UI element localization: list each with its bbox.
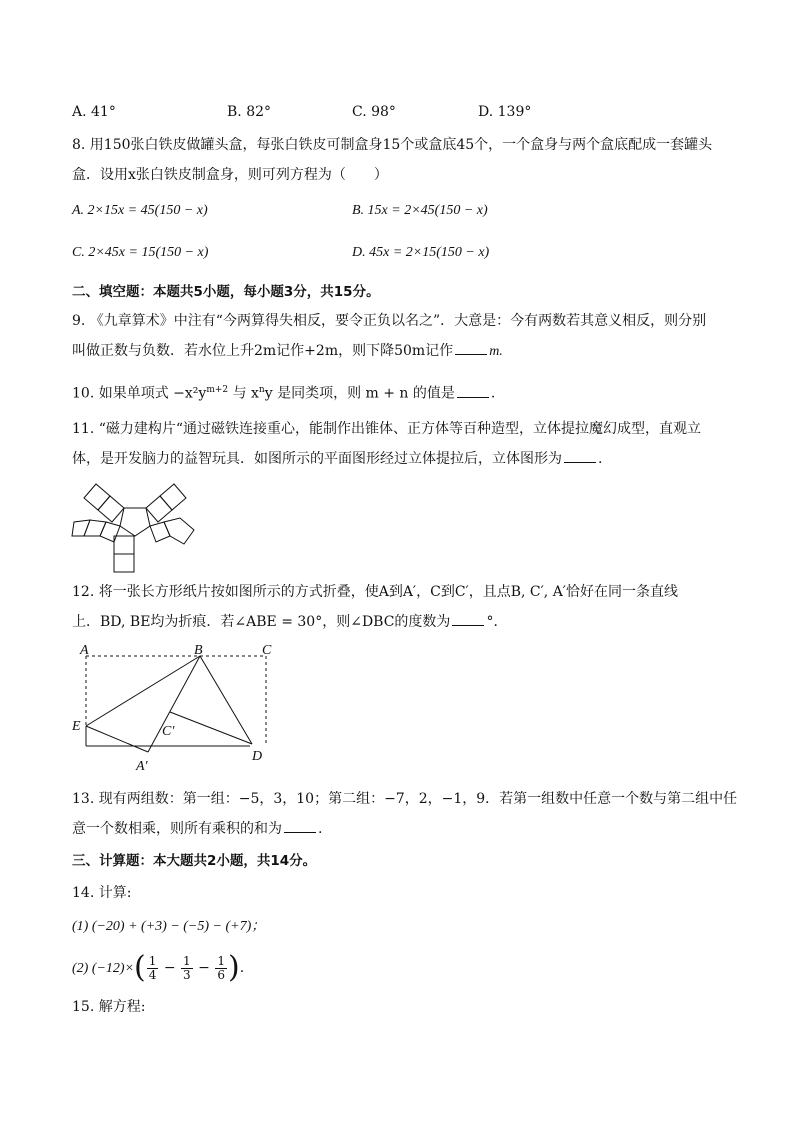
- label-c-prime: C′: [162, 724, 175, 739]
- left-lower-square-3: [72, 520, 90, 536]
- left-arm-square-1: [98, 496, 124, 522]
- q9-unit: m.: [489, 344, 503, 359]
- q14-part2-post: .: [239, 960, 245, 976]
- seg-ea: [86, 726, 148, 752]
- q13-text-post: .: [318, 821, 323, 837]
- left-lower-square-1: [100, 522, 120, 542]
- q11-line2-text: 体，是开发脑力的益智玩具．如图所示的平面图形经过立体提拉后，立体图形为: [72, 451, 562, 467]
- right-lower-square-1: [150, 522, 170, 542]
- q12-line2-text: 上．BD, BE均为折痕．若∠ABE = 30°，则∠DBC的度数为: [72, 614, 451, 630]
- fold-be: [86, 656, 200, 726]
- right-pentagon: [164, 518, 194, 544]
- center-pentagon: [120, 508, 150, 536]
- right-arm-square-2: [160, 484, 186, 510]
- q10-line: [72, 381, 495, 403]
- frac-1-num: 1: [148, 953, 157, 968]
- q13-answer-blank[interactable]: [284, 820, 316, 833]
- q10-text-post: .: [490, 385, 496, 402]
- q12-line1: 12. 将一张长方形纸片按如图所示的方式折叠，使A到A′，C到C′，且点B, C′, A′恰好在同一条直线: [72, 584, 678, 600]
- q11-answer-blank[interactable]: [564, 450, 596, 463]
- q13-line2: [72, 820, 322, 838]
- bottom-square-2: [114, 554, 134, 572]
- q9-line2: [72, 342, 503, 361]
- q9-answer-blank[interactable]: [455, 342, 487, 355]
- q8-line2: 盒．设用x张白铁皮制盒身，则可列方程为（ ）: [72, 167, 388, 183]
- q14-part1: (1) (−20) + (+3) − (−5) − (+7)；: [72, 919, 266, 934]
- q12-text-post: °．: [486, 614, 508, 630]
- q8-option-b: B. 15x = 2×45(150 − x): [352, 203, 488, 218]
- q10-exp-n: n: [258, 385, 265, 395]
- q9-line2-text: 叫做正数与负数．若水位上升2m记作+2m，则下降50m记作: [72, 343, 454, 359]
- label-a: A: [80, 643, 89, 658]
- q13-line2-text: 意一个数相乘，则所有乘积的和为: [72, 821, 282, 837]
- q8-option-a: A. 2×15x = 45(150 − x): [72, 203, 208, 218]
- frac-1-den: 4: [148, 967, 157, 982]
- q10-text-mid: 与 x: [228, 385, 259, 402]
- q12-fold-figure: [70, 640, 280, 775]
- frac-3: [215, 955, 227, 982]
- q12-line2: [72, 613, 507, 631]
- frac-1: [147, 955, 159, 982]
- label-e: E: [72, 719, 81, 734]
- label-c: C: [262, 643, 272, 658]
- q8-option-d: D. 45x = 2×15(150 − x): [352, 245, 490, 260]
- label-d: D: [252, 749, 263, 764]
- frac-3-den: 6: [217, 967, 225, 982]
- q7-option-d: D. 139°: [478, 104, 532, 120]
- q12-answer-blank[interactable]: [452, 613, 484, 626]
- q8-option-c: C. 2×45x = 15(150 − x): [72, 245, 209, 260]
- q10-answer-blank[interactable]: [457, 385, 489, 398]
- q7-option-a: A. 41°: [72, 104, 116, 120]
- frac-3-num: 1: [217, 953, 225, 968]
- q11-line1: 11. “磁力建构片“通过磁铁连接重心，能制作出锥体、正方体等百种造型，立体提拉魔幻成型，直观立: [72, 421, 702, 437]
- frac-2: [181, 955, 193, 982]
- q11-net-figure: [70, 474, 200, 574]
- frac-2-den: 3: [183, 967, 191, 982]
- paren-close: ): [227, 950, 240, 985]
- q7-option-c: C. 98°: [352, 104, 396, 120]
- q10-exp-m: m+2: [206, 385, 229, 395]
- section2-heading: 二、填空题：本题共5小题，每小题3分，共15分。: [72, 284, 380, 300]
- q7-option-b: B. 82°: [227, 104, 272, 120]
- q10-text-mid2: y 是同类项，则 m + n 的值是: [264, 385, 455, 402]
- frac-2-num: 1: [183, 953, 191, 968]
- fold-bd: [200, 656, 252, 744]
- q9-line1: 9. 《九章算术》中注有“今两算得失相反，要令正负以名之”．大意是：今有两数若其意义相反，则分别: [72, 313, 707, 329]
- seg-cd: [170, 712, 252, 744]
- label-b: B: [194, 643, 203, 658]
- label-a-prime: A′: [136, 759, 148, 774]
- q11-line2: [72, 450, 602, 468]
- q11-text-post: .: [598, 451, 603, 467]
- q14-title: 14. 计算:: [72, 885, 132, 901]
- q10-text-pre: 10. 如果单项式 −x²y: [72, 385, 207, 402]
- q13-line1: 13. 现有两组数：第一组：−5，3，10；第二组：−7，2，−1，9．若第一组数中任意一个数与第二组中任: [72, 791, 738, 807]
- right-arm-square-1: [146, 496, 172, 522]
- q15-title: 15. 解方程:: [72, 999, 146, 1015]
- left-arm-square-2: [84, 484, 110, 510]
- q14-part2: (2) (−12)×( $\frac{1}{4}$ − $\frac{1}{3}$ − $\frac{1}{6}$ ).: [72, 950, 245, 985]
- q8-line1: 8. 用150张白铁皮做罐头盒，每张白铁皮可制盒身15个或盒底45个，一个盒身与两个盒底配成一套罐头: [72, 137, 713, 153]
- paren-open: (: [134, 950, 146, 985]
- bottom-square-1: [114, 536, 134, 554]
- section3-heading: 三、计算题：本大题共2小题，共14分。: [72, 853, 317, 869]
- q14-part2-pre: (2) (−12)×: [72, 961, 135, 976]
